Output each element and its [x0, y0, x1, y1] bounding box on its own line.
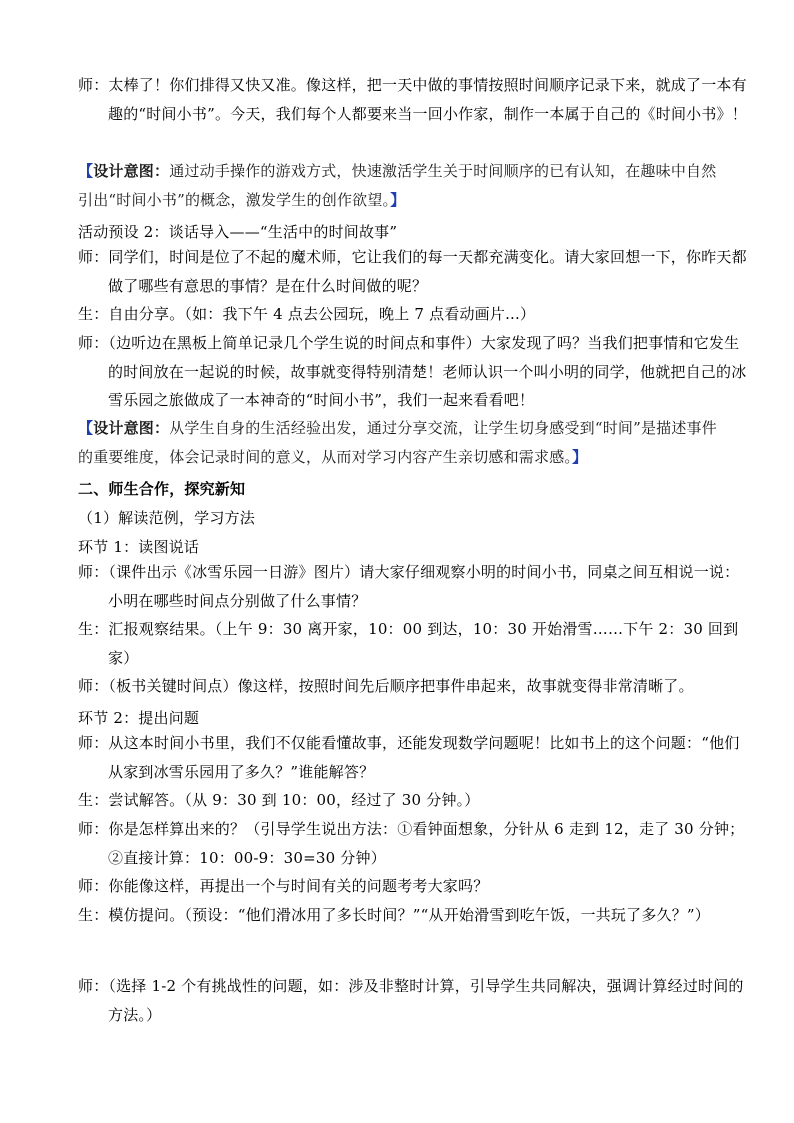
student-paragraph — [78, 786, 748, 815]
teacher-paragraph — [78, 243, 748, 300]
design-intent-text: 通过动手操作的游戏方式，快速激活学生关于时间顺序的已有认知，在趣味中自然引出“时间小书”的概念，激发学生的创作欲望。 — [78, 162, 717, 209]
paragraph-text: 同学们，时间是位了不起的魔术师，它让我们的每一天都充满变化。请大家回想一下，你昨天都做了哪些有意思的事情？是在什么时间做的呢？ — [108, 248, 747, 295]
design-intent-note — [78, 157, 718, 214]
step-heading: 环节 2：提出问题 — [78, 709, 200, 727]
teacher-paragraph — [78, 815, 748, 872]
paragraph-text: 从这本时间小书里，我们不仅能看懂故事，还能发现数学问题呢！比如书上的这个问题：“他们从家到冰雪乐园用了多久？”谁能解答？ — [108, 734, 740, 781]
paragraph-text: 你能像这样，再提出一个与时间有关的问题考考大家吗？ — [108, 877, 489, 895]
teacher-paragraph — [78, 71, 748, 128]
subsection-heading: （1）解读范例，学习方法 — [78, 509, 255, 527]
paragraph-text: （板书关键时间点）像这样，按照时间先后顺序把事件串起来，故事就变得非常清晰了。 — [108, 677, 694, 695]
speaker-label: 师： — [78, 820, 109, 838]
student-paragraph — [78, 901, 748, 930]
speaker-label: 师： — [78, 334, 109, 352]
section-heading: 二、师生合作，探究新知 — [78, 480, 246, 498]
paragraph-text: （课件出示《冰雪乐园一日游》图片）请大家仔细观察小明的时间小书，同桌之间互相说一说：小明在哪些时间点分别做了什么事情？ — [108, 563, 740, 610]
open-bracket: 【 — [78, 419, 94, 437]
step-heading: 环节 1：读图说话 — [78, 538, 200, 556]
paragraph-text: 太棒了！你们排得又快又准。像这样，把一天中做的事情按照时间顺序记录下来，就成了一本有趣的“时间小书”。今天，我们每个人都要来当一回小作家，制作一本属于自己的《时间小书》！ — [108, 76, 747, 123]
speaker-label: 师： — [78, 563, 109, 581]
speaker-label: 生： — [78, 906, 109, 924]
teacher-paragraph — [78, 972, 748, 1029]
student-paragraph — [78, 300, 748, 329]
speaker-label: 师： — [78, 677, 109, 695]
speaker-label: 师： — [78, 877, 109, 895]
speaker-label: 生： — [78, 620, 109, 638]
paragraph-text: 尝试解答。（从 9：30 到 10：00，经过了 30 分钟。） — [108, 791, 480, 809]
speaker-label: 师： — [78, 76, 109, 94]
teacher-paragraph — [78, 558, 748, 615]
speaker-label: 生： — [78, 305, 109, 323]
teacher-paragraph — [78, 329, 748, 415]
paragraph-text: 模仿提问。（预设：“他们滑冰用了多长时间？”“从开始滑雪到吃午饭，一共玩了多久？”） — [108, 906, 710, 924]
speaker-label: 师： — [78, 734, 109, 752]
design-intent-label: 设计意图： — [93, 419, 170, 437]
speaker-label: 生： — [78, 791, 109, 809]
paragraph-text: 你是怎样算出来的？（引导学生说出方法：①看钟面想象，分针从 6 走到 12，走了 30 分钟；②直接计算：10：00-9：30=30 分钟） — [108, 820, 745, 867]
close-bracket: 】 — [572, 447, 588, 466]
paragraph-text: 自由分享。（如：我下午 4 点去公园玩，晚上 7 点看动画片...） — [108, 305, 536, 323]
speaker-label: 师： — [78, 248, 109, 266]
teacher-paragraph — [78, 872, 748, 901]
design-intent-note — [78, 414, 718, 471]
teacher-paragraph — [78, 729, 748, 786]
close-bracket: 】 — [390, 190, 406, 209]
student-paragraph — [78, 615, 748, 672]
activity-heading: 活动预设 2：谈话导入——“生活中的时间故事” — [78, 223, 398, 241]
open-bracket: 【 — [78, 162, 94, 180]
teacher-paragraph — [78, 672, 748, 701]
speaker-label: 师： — [78, 977, 109, 995]
paragraph-text: （选择 1-2 个有挑战性的问题，如：涉及非整时计算，引导学生共同解决，强调计算经过时间的方法。） — [108, 977, 744, 1024]
design-intent-text: 从学生自身的生活经验出发，通过分享交流，让学生切身感受到“时间”是描述事件的重要维度，体会记录时间的意义，从而对学习内容产生亲切感和需求感。 — [78, 419, 717, 466]
design-intent-label: 设计意图： — [93, 162, 170, 180]
paragraph-text: （边听边在黑板上简单记录几个学生说的时间点和事件）大家发现了吗？当我们把事情和它发生的时间放在一起说的时候，故事就变得特别清楚！老师认识一个叫小明的同学，他就把自己的冰雪乐园之旅做成了一本神奇的“时间小书”，我们一起来看看吧！ — [108, 334, 747, 409]
paragraph-text: 汇报观察结果。（上午 9：30 离开家，10：00 到达，10：30 开始滑雪……下午 2：30 回到家） — [108, 620, 739, 667]
